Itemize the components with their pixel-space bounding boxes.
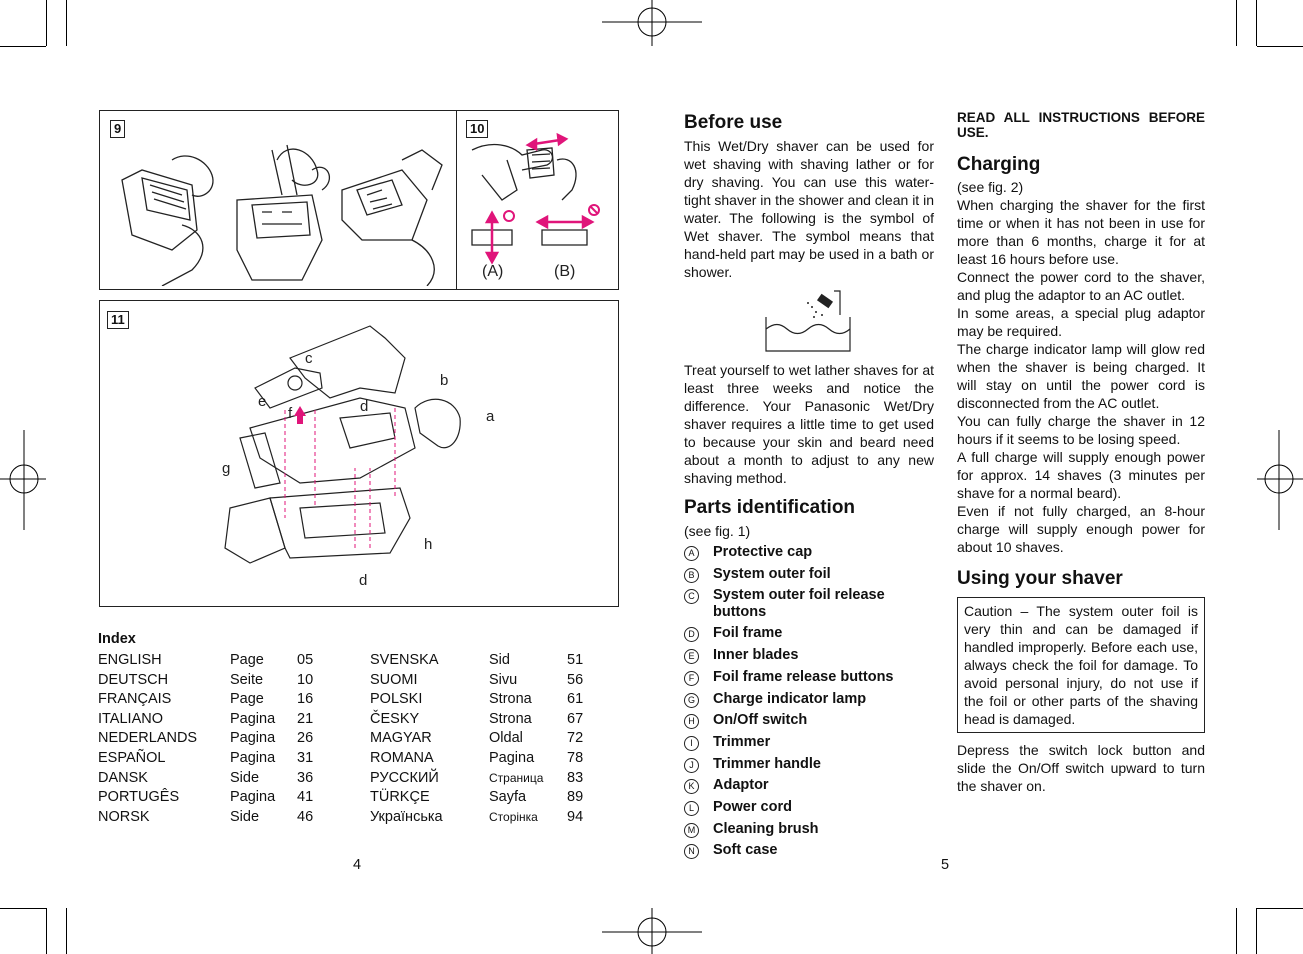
index-row (98, 671, 313, 691)
index-row (370, 749, 583, 769)
list-item (684, 689, 934, 711)
part-label: System outer foil (713, 565, 831, 582)
figure-11-label-c: c (305, 350, 313, 367)
list-item (684, 667, 934, 689)
index-right-table (370, 651, 583, 827)
read-all-instructions: READ ALL INSTRUCTIONS BEFORE USE. (957, 110, 1205, 140)
index-page-word: Strona (489, 710, 532, 727)
part-marker: N (684, 844, 699, 859)
part-label: Foil frame release buttons (713, 668, 894, 685)
index-page-number: 51 (567, 652, 584, 668)
index-page-number: 31 (297, 749, 314, 766)
charging-paragraph-1: When charging the shaver for the first time or when it has not been in use for more than 6 months, charge it for at least 16 hours before use. (957, 197, 1205, 267)
index-page-word: Sivu (489, 671, 518, 688)
figure-11-label-g: g (222, 460, 231, 477)
index-page-number: 94 (567, 808, 584, 825)
index-left-table (98, 651, 313, 827)
index-page-word: Sid (489, 652, 510, 668)
before-use-paragraph-2: Treat yourself to wet lather shaves for at least three weeks and notice the difference. Your Panasonic Wet/Dry shaver requires a little time to get used to because your skin and beard need about a month to adjust to any new shaving method. (684, 362, 934, 486)
charging-paragraph-6: A full charge will supply enough power for approx. 14 shaves (3 minutes per shave for a normal beard). (957, 449, 1205, 501)
index-page-word: Page (230, 652, 264, 668)
crop-mark (1236, 908, 1237, 954)
before-use-heading: Before use (684, 112, 783, 133)
figure-11-label-h: h (424, 536, 433, 553)
part-label: Power cord (713, 799, 792, 816)
before-use-column (684, 112, 934, 862)
index-page-word: Pagina (230, 789, 276, 806)
part-marker: J (684, 758, 699, 773)
index-page-number: 16 (297, 691, 314, 708)
part-label: Foil frame (713, 625, 783, 642)
part-marker: K (684, 779, 699, 794)
index-page-word: Страница (489, 770, 544, 785)
part-label: System outer foil release buttons (713, 587, 885, 621)
index-language: FRANÇAIS (98, 691, 172, 708)
index-language: NORSK (98, 808, 150, 825)
index-page-number: 21 (297, 710, 314, 727)
charging-paragraph-3: In some areas, a special plug adaptor may be required. (957, 305, 1205, 339)
part-marker: M (684, 823, 699, 838)
index-row (370, 788, 583, 808)
part-label: Charge indicator lamp (713, 690, 867, 707)
registration-mark (0, 430, 46, 530)
list-item (684, 542, 934, 564)
part-marker: H (684, 714, 699, 729)
part-label: Soft case (713, 842, 778, 859)
index-row (370, 690, 583, 710)
index-page-number: 72 (567, 730, 584, 747)
index-page-number: 89 (567, 789, 584, 806)
index-language: NEDERLANDS (98, 730, 198, 747)
crop-mark (0, 908, 46, 909)
figure-11-label-b: b (440, 372, 449, 389)
charging-see-figure: (see fig. 2) (957, 179, 1024, 195)
part-label: Adaptor (713, 777, 769, 794)
crop-mark (66, 0, 67, 46)
index-page-word: Pagina (230, 749, 276, 766)
part-marker: D (684, 627, 699, 642)
index-language: DANSK (98, 769, 148, 786)
list-item (684, 754, 934, 776)
charging-paragraph-2: Connect the power cord to the shaver, and plug the adaptor to an AC outlet. (957, 269, 1205, 303)
index-row (370, 671, 583, 691)
index-page-number: 83 (567, 769, 584, 786)
index-row (370, 769, 583, 789)
caution-text: Caution – The system outer foil is very thin and can be damaged if handled improperly. Before each use, always check the foil for damage. To avoid personal injury, do not use if the foil or other parts of the shaving head is damaged. (964, 603, 1198, 727)
index-page-number: 78 (567, 749, 584, 766)
list-item (684, 819, 934, 841)
index-language: PORTUGÊS (98, 789, 180, 806)
index-language: SUOMI (370, 671, 418, 688)
index-page-word: Pagina (230, 710, 276, 727)
index-row (370, 710, 583, 730)
figure-divider (456, 110, 457, 290)
parts-see-figure: (see fig. 1) (684, 523, 751, 539)
caution-box (957, 597, 1205, 733)
part-label: Protective cap (713, 544, 813, 560)
figure-11-exploded-diagram (210, 318, 510, 598)
before-use-paragraph: This Wet/Dry shaver can be used for wet shaving with shaving lather or for dry shaving. You can use this water-tight shaver in the shower and clean it in water. The following is the symbol of Wet shaver. The symbol means that hand-held part may be used in a bath or shower. (684, 138, 934, 280)
list-item (684, 585, 934, 623)
index-page-number: 41 (297, 789, 314, 806)
part-marker: B (684, 568, 699, 583)
page-number-left: 4 (353, 857, 362, 873)
list-item (684, 623, 934, 645)
part-label: Trimmer (713, 733, 771, 750)
charging-column (957, 110, 1205, 795)
parts-heading: Parts identification (684, 497, 856, 518)
index-language: SVENSKA (370, 652, 439, 668)
charging-paragraph-5: You can fully charge the shaver in 12 hours if it seems to be losing speed. (957, 413, 1205, 447)
part-marker: L (684, 801, 699, 816)
index-page-word: Side (230, 769, 260, 786)
charging-paragraph-4: The charge indicator lamp will glow red when the shaver is being charged. It will stay on until the power cord is disconnected from the AC outlet. (957, 341, 1205, 411)
index-page-word: Seite (230, 671, 264, 688)
index-language: ESPAÑOL (98, 749, 166, 766)
page-number-right: 5 (941, 857, 950, 873)
registration-mark (602, 0, 702, 46)
list-item (684, 797, 934, 819)
figure-11-label-f: f (288, 405, 293, 422)
crop-mark (1257, 908, 1303, 909)
part-marker: G (684, 693, 699, 708)
registration-mark (1257, 430, 1303, 530)
registration-mark (602, 908, 702, 954)
part-label: Trimmer handle (713, 755, 821, 772)
index-language: ITALIANO (98, 710, 163, 727)
crop-mark (1236, 0, 1237, 46)
index-page-word: Strona (489, 691, 532, 708)
index-page-word: Oldal (489, 730, 523, 747)
part-label: Inner blades (713, 647, 799, 664)
figure-10-number: 10 (466, 120, 488, 138)
index-page-number: 56 (567, 671, 584, 688)
crop-mark (1256, 0, 1257, 46)
index-language: TÜRKÇE (370, 789, 430, 806)
figure-11-number: 11 (107, 311, 129, 329)
index-language: POLSKI (370, 691, 423, 708)
list-item (684, 840, 934, 862)
index-page-word: Page (230, 691, 264, 708)
using-heading: Using your shaver (957, 568, 1123, 589)
index-language: РУССКИЙ (370, 769, 439, 786)
index-row (98, 749, 313, 769)
index-page-word: Pagina (489, 749, 535, 766)
list-item (684, 775, 934, 797)
index-language: ČESKY (370, 710, 420, 727)
index-title: Index (98, 631, 136, 647)
wet-shaver-symbol (684, 287, 934, 359)
index-row (98, 729, 313, 749)
index-row (98, 651, 313, 671)
index-page-number: 36 (297, 769, 314, 786)
index-row (370, 808, 583, 828)
index-row (370, 651, 583, 671)
charging-paragraph-7: Even if not fully charged, an 8-hour charge will supply enough power for about 10 shaves. (957, 503, 1205, 555)
index-page-word: Сторінка (489, 809, 538, 824)
crop-mark (46, 908, 47, 954)
figure-9-number: 9 (110, 120, 125, 138)
crop-mark (66, 908, 67, 954)
list-item (684, 645, 934, 667)
part-marker: A (684, 546, 699, 561)
index-page-number: 46 (297, 808, 314, 825)
figure-11-label-a: a (486, 408, 495, 425)
index-language: ENGLISH (98, 652, 162, 668)
index-language: ROMANA (370, 749, 434, 766)
index-page-word: Sayfa (489, 789, 527, 806)
index-page-number: 67 (567, 710, 584, 727)
figure-10-illustration (462, 130, 614, 270)
index-language: MAGYAR (370, 730, 432, 747)
part-marker: E (684, 649, 699, 664)
crop-mark (1256, 908, 1257, 954)
index-page-number: 61 (567, 691, 584, 708)
part-label: Cleaning brush (713, 820, 819, 837)
index-page-word: Side (230, 808, 260, 825)
index-row (370, 729, 583, 749)
part-marker: F (684, 671, 699, 686)
index-page-number: 26 (297, 730, 314, 747)
figure-9-illustration (112, 140, 452, 286)
figure-10-label-a: (A) (482, 263, 504, 280)
index-row (98, 690, 313, 710)
index-language: DEUTSCH (98, 671, 169, 688)
crop-mark (0, 46, 46, 47)
part-label: On/Off switch (713, 712, 808, 729)
index-row (98, 788, 313, 808)
using-paragraph: Depress the switch lock button and slide the On/Off switch upward to turn the shaver on. (957, 742, 1205, 794)
index-language: Українська (370, 808, 443, 825)
part-marker: I (684, 736, 699, 751)
index-page-number: 10 (297, 671, 314, 688)
list-item (684, 710, 934, 732)
crop-mark (46, 0, 47, 46)
index-row (98, 769, 313, 789)
list-item (684, 564, 934, 586)
part-marker: C (684, 589, 699, 604)
index-page-word: Pagina (230, 730, 276, 747)
figure-11-label-e: e (258, 393, 267, 410)
figure-11-label-d-top: d (360, 398, 369, 415)
index-row (98, 808, 313, 828)
index-row (98, 710, 313, 730)
figure-11-label-d-bottom: d (359, 572, 368, 589)
list-item (684, 732, 934, 754)
index-page-number: 05 (297, 652, 314, 668)
charging-heading: Charging (957, 154, 1041, 175)
figure-10-label-b: (B) (554, 263, 576, 280)
parts-list (684, 542, 934, 862)
crop-mark (1257, 46, 1303, 47)
